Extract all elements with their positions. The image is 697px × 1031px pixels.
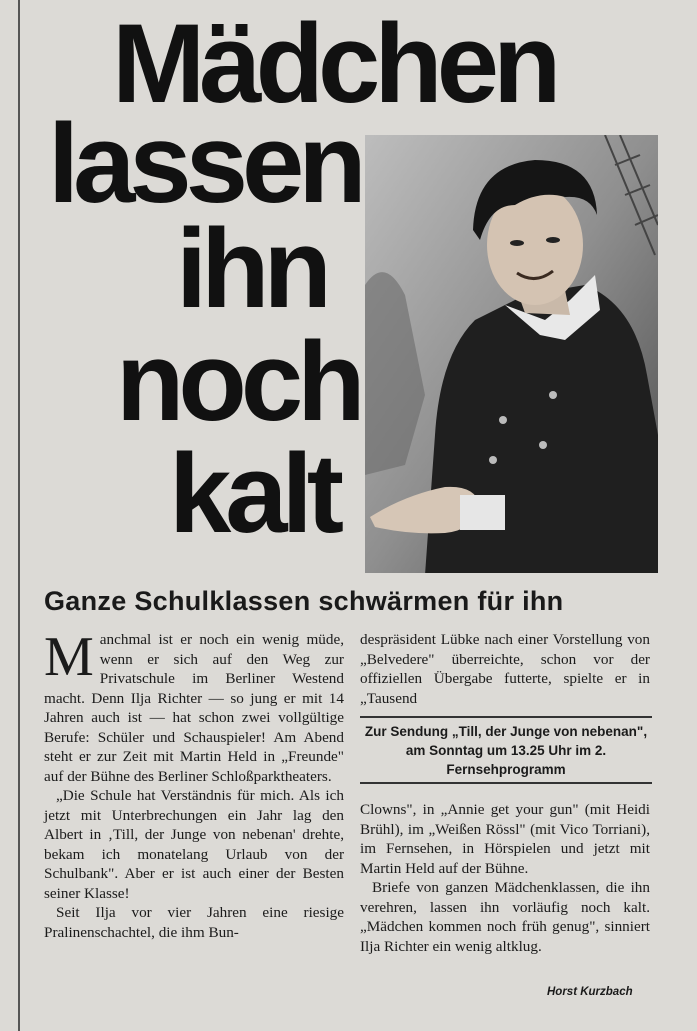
drop-cap: M bbox=[44, 626, 94, 688]
article-paragraph-5: Clowns", in „Annie get your gun" (mit Heidi Brühl), im „Weißen Rössl" (mit Vico Torriani), im Fernsehen, in Hörspielen und jetzt mit Martin Held auf der Bühne. bbox=[360, 801, 650, 877]
article-paragraph-4: despräsident Lübke nach einer Vorstellung von „Belvedere" überreichte, schon vor der offiziellen Übergabe futterte, spielte er in „Tausend bbox=[360, 631, 650, 707]
paragraph-text: anchmal ist er noch ein wenig müde, wenn er sich auf den Weg zur Privatschule im Berliner Westend macht. Denn Ilja Richter — so jung er mit 14 Jahren auch ist — hat schon zwei vollgültige Berufe: Schüler und Schauspieler! Am Abend steht er zur Zeit mit Martin Held in „Freunde" auf der Bühne des Berliner Schloßparktheaters. bbox=[44, 631, 344, 785]
subheadline: Ganze Schulklassen schwärmen für ihn bbox=[44, 586, 564, 616]
broadcast-info-box: Zur Sendung „Till, der Junge von nebenan", am Sonntag um 13.25 Uhr im 2. Fernsehprogramm bbox=[360, 716, 652, 784]
article-column-2-bottom bbox=[360, 800, 650, 956]
headline-line-4: noch bbox=[116, 319, 360, 444]
headline-line-2: lassen bbox=[48, 101, 361, 226]
headline-line-1: Mädchen bbox=[112, 1, 556, 126]
headline-line-5: kalt bbox=[169, 431, 338, 556]
article-paragraph-2: „Die Schule hat Verständnis für mich. Als ich jetzt mit Unterbrechungen ein Jahr lag den Albert in ‚Till, der Junge von nebenan' drehte, bekam ich monatelang Urlaub von der Schulbank". Aber er ist auch einer der Besten seiner Klasse! bbox=[44, 787, 344, 902]
article-column-1 bbox=[44, 626, 344, 942]
headline-line-3: ihn bbox=[176, 206, 326, 331]
portrait-photo-icon bbox=[365, 135, 658, 573]
article-paragraph-6: Briefe von ganzen Mädchenklassen, die ihn verehren, lassen ihn vorläufig noch kalt. „Mädchen kommen noch früh genug", sinniert Ilja Richter ein wenig altklug. bbox=[360, 879, 650, 955]
page-edge-rule bbox=[18, 0, 20, 1031]
author-byline: Horst Kurzbach bbox=[547, 986, 633, 998]
article-paragraph-3: Seit Ilja vor vier Jahren eine riesige Pralinenschachtel, die ihm Bun- bbox=[44, 904, 344, 941]
article-paragraph-1 bbox=[44, 626, 344, 786]
article-column-2-top bbox=[360, 630, 650, 708]
